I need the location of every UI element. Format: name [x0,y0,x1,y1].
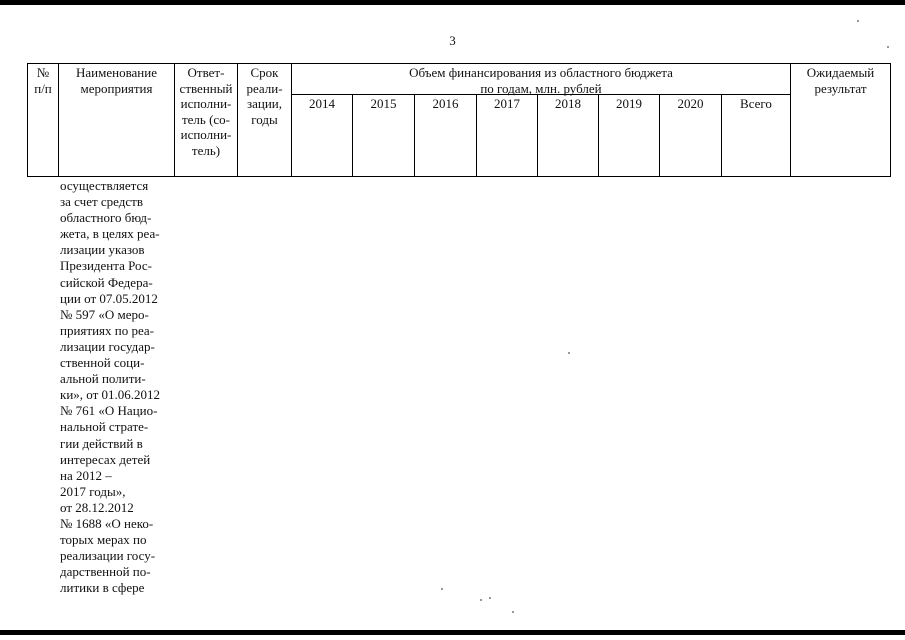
text-line: интересах детей [60,451,151,467]
text-line: жета, в целях реа- [60,226,160,242]
scan-speck [887,46,889,48]
text-line: гии действий в [60,435,143,451]
scan-speck [489,597,491,599]
year-2014: 2014 [309,96,335,111]
page-number: 3 [449,33,456,48]
col-border [890,63,891,177]
col-header-term: Срок реали- зации, годы [246,65,283,127]
year-2016: 2016 [432,96,459,111]
text-line: приятиях по реа- [60,322,154,338]
text-line: альной полити- [60,371,146,387]
text-line: нальной страте- [60,419,149,435]
text-line: ции от 07.05.2012 [60,290,158,306]
text-line: дарственной по- [60,564,151,580]
text-line: лизации указов [60,242,145,258]
text-line: реализации госу- [60,548,156,564]
text-line: сийской Федера- [60,274,153,290]
col-header-responsible: Ответ- ственный исполни- тель (со- исполни- тель) [179,65,233,158]
text-line: от 28.12.2012 [60,499,134,515]
year-2017: 2017 [494,96,520,111]
text-line: ственной соци- [60,355,145,371]
activity-description [60,178,180,596]
col-header-financing: Объем финансирования из областного бюджета по годам, млн. рублей [409,65,673,96]
text-line: торых мерах по [60,532,147,548]
header-top-border [27,63,891,64]
text-line: лизации государ- [60,338,155,354]
text-line: литики в сфере [60,580,145,596]
text-line: № 761 «О Нацио- [60,403,158,419]
text-line: областного бюд- [60,210,152,226]
scan-speck [480,599,482,601]
col-header-expected-result: Ожидаемый результат [806,65,875,96]
year-2020: 2020 [677,96,704,111]
scan-speck [857,20,859,22]
text-line: № 597 «О меро- [60,306,149,322]
header-bottom-border [27,176,891,177]
scan-speck [512,611,514,613]
text-line: на 2012 – [60,467,112,483]
scan-speck [441,588,443,590]
year-2015: 2015 [370,96,397,111]
year-total: Всего [740,96,772,111]
text-line: 2017 годы», [60,483,126,499]
col-header-activity-name: Наименование мероприятия [76,65,157,96]
top-border-rule [0,0,905,5]
scan-speck [568,352,570,354]
text-line: за счет средств [60,194,143,210]
year-2018: 2018 [555,96,581,111]
text-line: № 1688 «О неко- [60,515,154,531]
text-line: ки», от 01.06.2012 [60,387,161,403]
bottom-border-rule [0,630,905,635]
year-2019: 2019 [616,96,642,111]
text-line: Президента Рос- [60,258,152,274]
col-header-number: № п/п [34,65,52,96]
table-header [27,63,891,177]
text-line: осуществляется [60,178,149,193]
